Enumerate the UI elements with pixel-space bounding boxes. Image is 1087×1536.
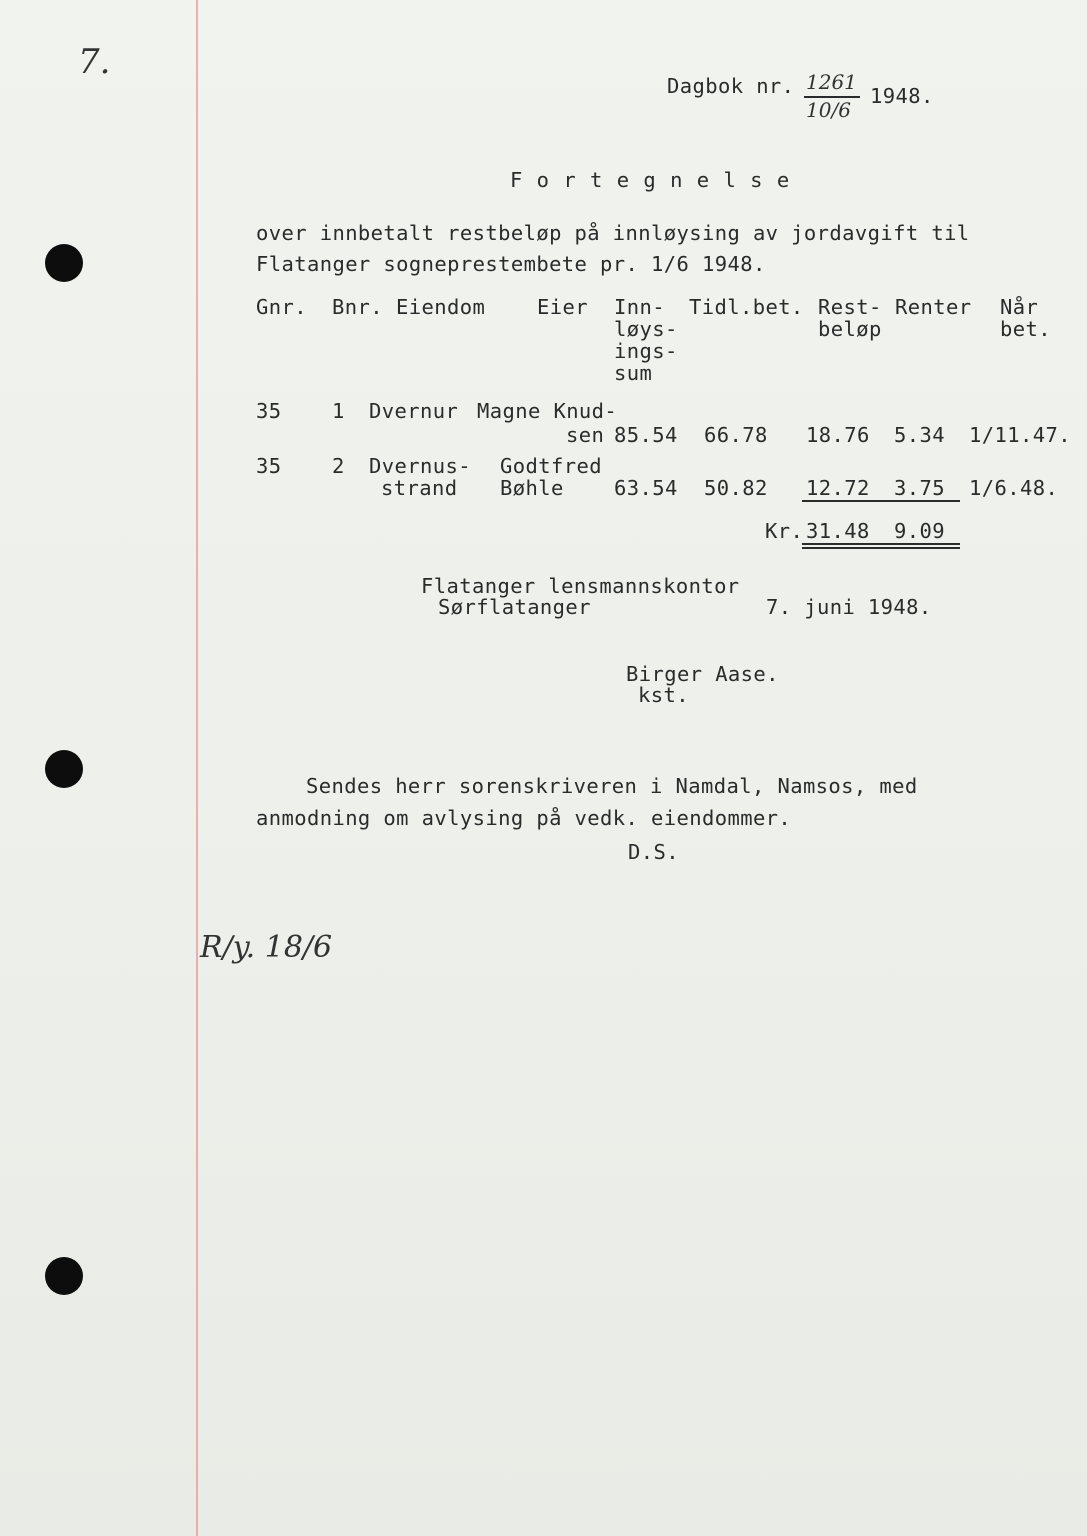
subtotal-underline xyxy=(802,500,960,502)
row2-eier-1: Godtfred xyxy=(500,454,602,478)
header-innl-3: ings- xyxy=(614,339,678,363)
office-date: 7. juni 1948. xyxy=(766,595,932,619)
row1-renter: 5.34 xyxy=(894,423,945,447)
office-line-1: Flatanger lensmannskontor xyxy=(421,574,740,598)
header-innl-4: sum xyxy=(614,361,653,385)
row1-eiendom: Dvernur xyxy=(369,399,459,423)
header-rest-2: beløp xyxy=(818,317,882,341)
row2-rest: 12.72 xyxy=(806,476,870,500)
row2-eiendom-2: strand xyxy=(381,476,458,500)
page-number: 7. xyxy=(78,42,111,82)
header-renter: Renter xyxy=(895,295,972,319)
forward-line-2: anmodning om avlysing på vedk. eiendommer. xyxy=(256,806,792,830)
header-naar-1: Når xyxy=(1000,295,1039,319)
row2-renter: 3.75 xyxy=(894,476,945,500)
punch-hole-middle xyxy=(45,750,83,788)
dagbok-date: 10/6 xyxy=(806,98,851,122)
row1-innl: 85.54 xyxy=(614,423,678,447)
forward-line-1: Sendes herr sorenskriveren i Namdal, Namsos, med xyxy=(306,774,918,798)
signature-title: kst. xyxy=(638,683,689,707)
signature-name: Birger Aase. xyxy=(626,662,779,686)
handwritten-note: R/y. 18/6 xyxy=(200,930,333,965)
row2-naar: 1/6.48. xyxy=(969,476,1059,500)
row1-naar: 1/11.47. xyxy=(969,423,1071,447)
intro-line-1: over innbetalt restbeløp på innløysing av jordavgift til xyxy=(256,221,970,245)
total-renter: 9.09 xyxy=(894,519,945,543)
header-innl-2: løys- xyxy=(614,317,678,341)
document-title: F o r t e g n e l s e xyxy=(510,168,791,192)
row2-bnr: 2 xyxy=(332,454,345,478)
dagbok-year: 1948. xyxy=(870,84,934,108)
row1-gnr: 35 xyxy=(256,399,282,423)
row2-eier-2: Bøhle xyxy=(500,476,564,500)
header-eier: Eier xyxy=(537,295,588,319)
row2-eiendom-1: Dvernus- xyxy=(369,454,471,478)
margin-line xyxy=(196,0,198,1536)
total-underline-2 xyxy=(802,547,960,549)
row1-tidl: 66.78 xyxy=(704,423,768,447)
total-underline-1 xyxy=(802,543,960,545)
dagbok-prefix: Dagbok nr. xyxy=(667,74,795,98)
row1-eier-1: Magne Knud- xyxy=(477,399,618,423)
row1-rest: 18.76 xyxy=(806,423,870,447)
row1-eier-2: sen xyxy=(566,423,605,447)
header-tidl: Tidl.bet. xyxy=(689,295,804,319)
header-innl-1: Inn- xyxy=(614,295,665,319)
office-line-2: Sørflatanger xyxy=(438,595,591,619)
forward-ds: D.S. xyxy=(628,840,679,864)
header-eiendom: Eiendom xyxy=(396,295,486,319)
header-naar-2: bet. xyxy=(1000,317,1051,341)
total-rest: 31.48 xyxy=(806,519,870,543)
dagbok-number: 1261 xyxy=(806,70,857,94)
row2-tidl: 50.82 xyxy=(704,476,768,500)
total-label: Kr. xyxy=(765,519,804,543)
intro-line-2: Flatanger sogneprestembete pr. 1/6 1948. xyxy=(256,252,766,276)
row1-bnr: 1 xyxy=(332,399,345,423)
header-bnr: Bnr. xyxy=(332,295,383,319)
punch-hole-bottom xyxy=(45,1257,83,1295)
row2-gnr: 35 xyxy=(256,454,282,478)
punch-hole-top xyxy=(45,244,83,282)
header-rest-1: Rest- xyxy=(818,295,882,319)
row2-innl: 63.54 xyxy=(614,476,678,500)
header-gnr: Gnr. xyxy=(256,295,307,319)
